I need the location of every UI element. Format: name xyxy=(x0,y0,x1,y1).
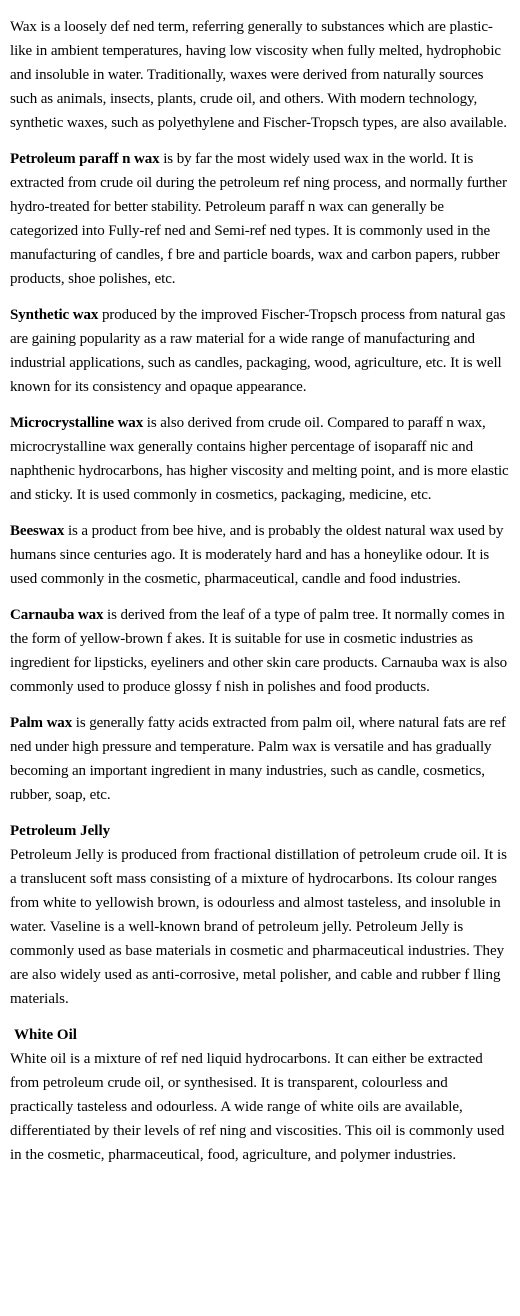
palm-wax-body: is generally fatty acids extracted from palm oil, where natural fats are ref ned under high pressure and temperature. Palm wax is versatile and has gradually becoming an important ingredient in many industries, such as candle, cosmetics, rubber, soap, etc. xyxy=(10,715,506,803)
petroleum-jelly-body: Petroleum Jelly is produced from fractional distillation of petroleum crude oil. It is a translucent soft mass consisting of a mixture of hydrocarbons. Its colour ranges from white to yellowish brown, is odourless and almost tasteless, and insoluble in water. Vaseline is a well-known brand of petroleum jelly. Petroleum Jelly is commonly used as base materials in cosmetic and pharmaceutical industries. They are also widely used as anti-corrosive, metal polisher, and cable and rubber f lling materials. xyxy=(10,847,507,1007)
paraffin-wax-term: Petroleum paraff n wax xyxy=(10,151,160,167)
microcrystalline-wax-paragraph xyxy=(10,411,510,507)
paraffin-wax-body: is by far the most widely used wax in the world. It is extracted from crude oil during the petroleum ref ning process, and normally further hydro-treated for better stability. Petroleum paraff n wax can generally be categorized into Fully-ref ned and Semi-ref ned types. It is commonly used in the manufacturing of candles, f bre and particle boards, wax and carbon papers, rubber products, shoe polishes, etc. xyxy=(10,151,507,287)
beeswax-paragraph xyxy=(10,519,510,591)
palm-wax-term: Palm wax xyxy=(10,715,73,731)
petroleum-jelly-section xyxy=(10,819,510,1011)
carnauba-wax-body: is derived from the leaf of a type of palm tree. It normally comes in the form of yellow-brown f akes. It is suitable for use in cosmetic industries as ingredient for lipsticks, eyeliners and other skin care products. Carnauba wax is also commonly used to produce glossy f nish in polishes and food products. xyxy=(10,607,508,695)
synthetic-wax-paragraph xyxy=(10,303,510,399)
synthetic-wax-body: produced by the improved Fischer-Tropsch process from natural gas are gaining popularity as a raw material for a wide range of manufacturing and industrial applications, such as candles, packaging, wood, agriculture, etc. It is well known for its consistency and opaque appearance. xyxy=(10,307,506,395)
beeswax-term: Beeswax xyxy=(10,523,65,539)
intro-paragraph: Wax is a loosely def ned term, referring generally to substances which are plastic-like in ambient temperatures, having low viscosity when fully melted, hydrophobic and insoluble in water. Traditionally, waxes were derived from naturally sources such as animals, insects, plants, crude oil, and others. With modern technology, synthetic waxes, such as polyethylene and Fischer-Tropsch types, are also available. xyxy=(10,19,507,131)
palm-wax-paragraph xyxy=(10,711,510,807)
white-oil-heading: White Oil xyxy=(14,1027,77,1043)
white-oil-section xyxy=(10,1023,510,1167)
carnauba-wax-paragraph xyxy=(10,603,510,699)
synthetic-wax-term: Synthetic wax xyxy=(10,307,99,323)
microcrystalline-wax-body: is also derived from crude oil. Compared to paraff n wax, microcrystalline wax generally contains higher percentage of isoparaff nic and naphthenic hydrocarbons, has higher viscosity and melting point, and is more elastic and sticky. It is used commonly in cosmetics, packaging, medicine, etc. xyxy=(10,415,509,503)
paraffin-wax-paragraph xyxy=(10,147,510,291)
beeswax-body: is a product from bee hive, and is probably the oldest natural wax used by humans since centuries ago. It is moderately hard and has a honeylike odour. It is used commonly in the cosmetic, pharmaceutical, candle and food industries. xyxy=(10,523,504,587)
petroleum-jelly-heading: Petroleum Jelly xyxy=(10,823,111,839)
microcrystalline-wax-term: Microcrystalline wax xyxy=(10,415,144,431)
carnauba-wax-term: Carnauba wax xyxy=(10,607,104,623)
white-oil-body: White oil is a mixture of ref ned liquid hydrocarbons. It can either be extracted from petroleum crude oil, or synthesised. It is transparent, colourless and practically tasteless and odourless. A wide range of white oils are available, differentiated by their levels of ref ning and viscosities. This oil is commonly used in the cosmetic, pharmaceutical, food, agriculture, and polymer industries. xyxy=(10,1051,505,1163)
